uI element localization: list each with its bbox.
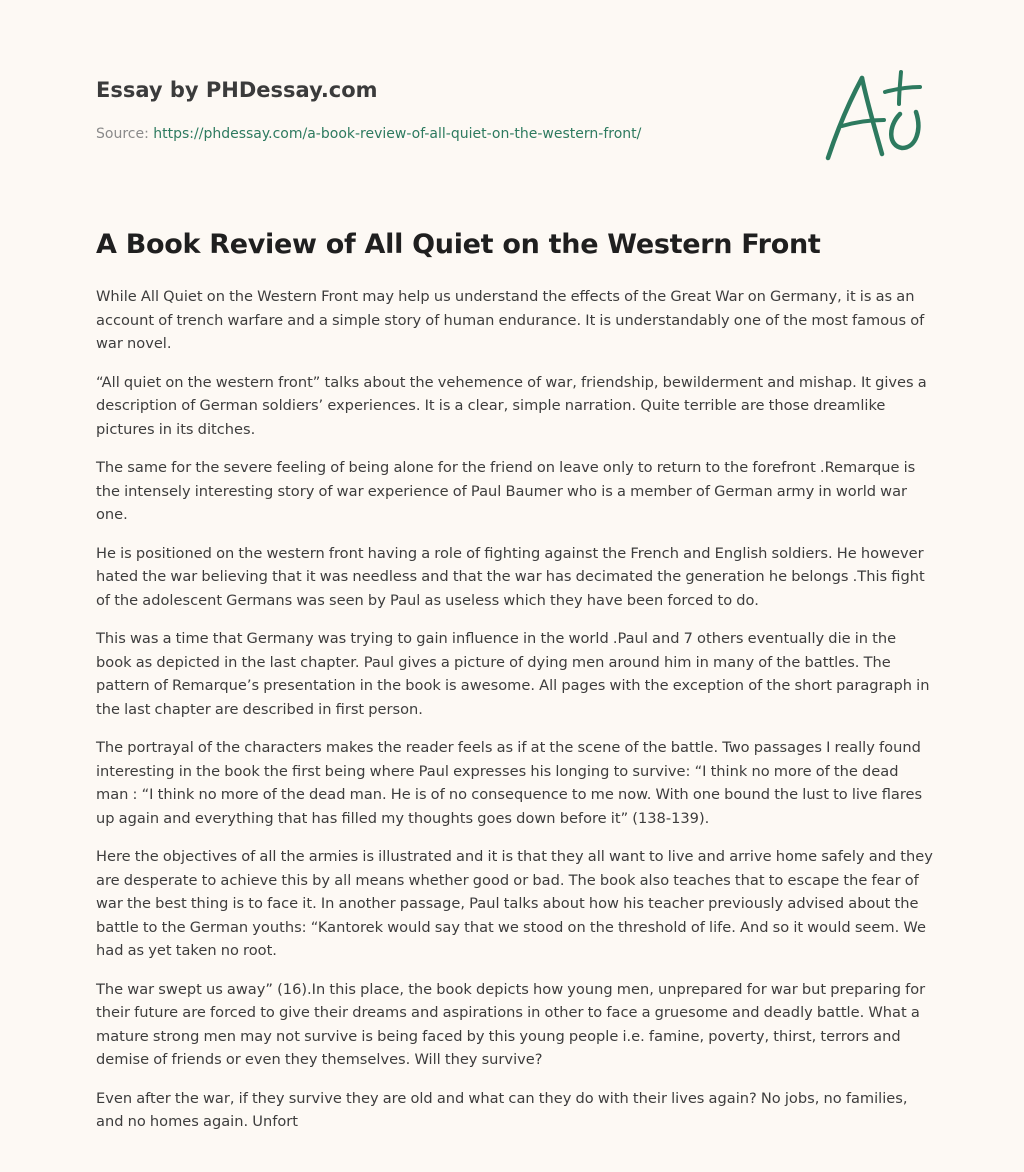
essay-header	[96, 76, 796, 144]
article	[96, 226, 934, 1149]
source-line	[96, 124, 796, 144]
article-paragraph: “All quiet on the western front” talks about the vehemence of war, friendship, bewilderment and mishap. It gives a description of German soldiers’ experiences. It is a clear, simple narration. Quite terrible are those dreamlike pictures in its ditches.	[96, 373, 927, 438]
article-paragraph: This was a time that Germany was trying to gain influence in the world .Paul and 7 others eventually die in the book as depicted in the last chapter. Paul gives a picture of dying men around him in many of the battles. The pattern of Remarque’s presentation in the book is awesome. All pages with the exception of the short paragraph in the last chapter are described in first person.	[96, 630, 930, 718]
a-plus-logo-icon	[822, 68, 928, 164]
source-link[interactable]: https://phdessay.com/a-book-review-of-all-quiet-on-the-western-front/	[153, 126, 642, 142]
article-paragraph: He is positioned on the western front having a role of fighting against the French and English soldiers. He however hated the war believing that it was needless and that the war has decimated the generation he belongs .This fight of the adolescent Germans was seen by Paul as useless which they have been forced to do.	[96, 544, 925, 609]
article-title: A Book Review of All Quiet on the Western Front	[96, 229, 821, 260]
article-paragraph: The portrayal of the characters makes the reader feels as if at the scene of the battle. Two passages I really found interesting in the book the first being where Paul expresses his longing to survive: “I think no more of the dead man : “I think no more of the dead man. He is of no consequence to me now. With one bound the lust to live flares up again and everything that has filled my thoughts goes down before it” (138-139).	[96, 739, 923, 827]
brand-title: Essay by PHDessay.com	[96, 78, 378, 102]
article-paragraph: The same for the severe feeling of being alone for the friend on leave only to return to the forefront .Remarque is the intensely interesting story of war experience of Paul Baumer who is a member of German army in world war one.	[96, 459, 916, 523]
article-paragraph: While All Quiet on the Western Front may help us understand the effects of the Great War on Germany, it is as an account of trench warfare and a simple story of human endurance. It is understandably one of the most famous of war novel.	[96, 288, 925, 352]
article-paragraph: The war swept us away” (16).In this place, the book depicts how young men, unprepared for war but preparing for their future are forced to give their dreams and aspirations in other to face a gruesome and deadly battle. What a mature strong men may not survive is being faced by this young people i.e. famine, poverty, thirst, terrors and demise of friends or even they themselves. Will they survive?	[96, 980, 926, 1068]
article-paragraph: Even after the war, if they survive they are old and what can they do with their lives again? No jobs, no families, and no homes again. Unfort	[96, 1089, 908, 1130]
article-paragraph: Here the objectives of all the armies is illustrated and it is that they all want to live and arrive home safely and they are desperate to achieve this by all means whether good or bad. The book also teaches that to escape the fear of war the best thing is to face it. In another passage, Paul talks about how his teacher previously advised about the battle to the German youths: “Kantorek would say that we stood on the threshold of life. And so it would seem. We had as yet taken no root.	[96, 848, 933, 959]
source-label: Source:	[96, 126, 154, 142]
